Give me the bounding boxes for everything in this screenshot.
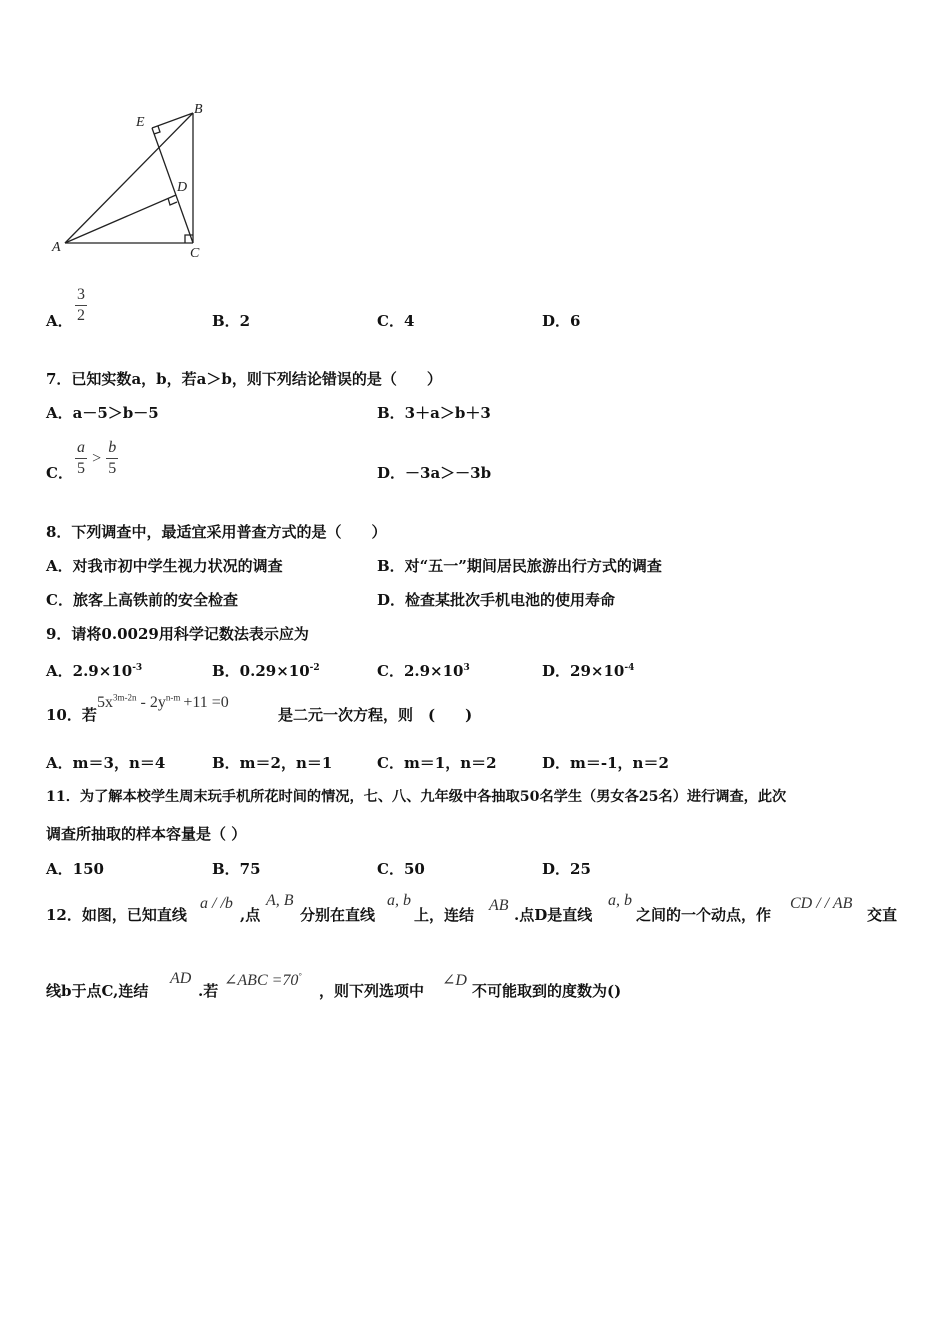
q6-option-d: D．6 — [542, 312, 581, 330]
q9-option-d: D．$29\times 10^{-4}$ — [542, 662, 635, 680]
q11-stem-line1: 11．为了解本校学生周末玩手机所花时间的情况，七、八、九年级中各抽取50名学生（男女各25名）进行调查，此次 — [46, 789, 787, 805]
q8-option-a: A．对我市初中学生视力状况的调查 — [46, 557, 283, 575]
q12-math-a-parallel-b: a / /b — [200, 895, 233, 912]
q7-option-b: B．3＋a＞b＋3 — [377, 404, 491, 422]
label-a: A — [52, 240, 61, 255]
q10-option-c: C．m＝1，n＝2 — [377, 754, 497, 772]
q12-math-angle-abc: ∠ABC =70° — [224, 971, 302, 989]
segment-ad — [65, 195, 176, 243]
q12-math-ad: AD — [170, 970, 192, 987]
label-d: D — [177, 180, 188, 195]
q8-option-c: C．旅客上高铁前的安全检查 — [46, 591, 238, 609]
q12-text-3: 分别在直线 — [300, 906, 376, 924]
q12-math-lines-ab: a, b — [387, 892, 411, 909]
q11-option-d: D．25 — [542, 860, 591, 878]
triangle-figure — [40, 95, 220, 265]
q9-option-b: B．$0.29\times 10^{-2}$ — [212, 662, 320, 680]
q7-option-a: A．a－5＞b－5 — [46, 404, 159, 422]
q12-text-8: 线b于点C,连结 — [46, 982, 149, 1000]
q7-option-c-expression: $\frac{a}{5}$ > $\frac{b}{5}$ — [77, 439, 117, 477]
segment-ab — [65, 113, 193, 243]
q7-option-c-label: C． — [46, 464, 73, 482]
q12-text-6: 之间的一个动点，作 — [636, 906, 772, 924]
q12-text-1: 12．如图，已知直线 — [46, 906, 187, 924]
q10-option-d: D．m＝-1，n＝2 — [542, 754, 669, 772]
q12-text-2: ,点 — [240, 906, 261, 924]
q7-option-d: D．－3a＞－3b — [377, 464, 492, 482]
q12-text-10: ，则下列选项中 — [319, 982, 425, 1000]
q12-text-11: 不可能取到的度数为() — [472, 982, 622, 1000]
q12-math-angle-d: ∠D — [442, 972, 467, 989]
q7-stem: 7．已知实数a，b，若a＞b，则下列结论错误的是（ ） — [46, 370, 442, 388]
q11-option-a: A．150 — [46, 860, 104, 878]
q12-text-7: 交直 — [867, 906, 898, 924]
q10-equation: $5x^{3m-2n} - 2y^{n-m} +11 =0$ — [97, 692, 229, 711]
q10-option-b: B．m＝2，n＝1 — [212, 754, 333, 772]
q10-option-a: A．m＝3，n＝4 — [46, 754, 166, 772]
q12-math-ab-points: A, B — [266, 892, 294, 909]
q8-stem: 8．下列调查中，最适宜采用普查方式的是（ ） — [46, 523, 387, 541]
q12-math-segment-ab: AB — [489, 897, 509, 914]
q12-text-4: 上，连结 — [414, 906, 475, 924]
q12-text-9: .若 — [198, 982, 219, 1000]
q6-option-a-fraction: $\frac{3}{2}$ — [77, 286, 85, 324]
label-b: B — [194, 102, 203, 117]
q10-suffix: 是二元一次方程，则 ( ) — [278, 706, 473, 724]
q6-option-b: B．2 — [212, 312, 251, 330]
q6-option-a: A． — [46, 312, 73, 330]
q11-option-b: B．75 — [212, 860, 261, 878]
q9-option-a: A．$2.9\times 10^{-3}$ — [46, 662, 143, 680]
segment-eb — [152, 113, 193, 128]
q11-stem-line2: 调查所抽取的样本容量是（ ） — [46, 825, 247, 843]
q8-option-d: D．检查某批次手机电池的使用寿命 — [377, 591, 616, 609]
right-angle-d — [168, 198, 177, 205]
q9-stem: 9．请将0.0029用科学记数法表示应为 — [46, 625, 309, 643]
label-e: E — [136, 115, 145, 130]
label-c: C — [190, 246, 200, 261]
q12-text-5: .点D是直线 — [514, 906, 593, 924]
q8-option-b: B．对“五一”期间居民旅游出行方式的调查 — [377, 557, 662, 575]
q10-prefix: 10．若 — [46, 706, 97, 724]
q12-math-cd-parallel-ab: CD / / AB — [790, 895, 853, 912]
q12-math-lines-ab-2: a, b — [608, 892, 632, 909]
q11-option-c: C．50 — [377, 860, 425, 878]
q9-option-c: C．$2.9\times 10^3$ — [377, 662, 470, 680]
q6-option-c: C．4 — [377, 312, 415, 330]
